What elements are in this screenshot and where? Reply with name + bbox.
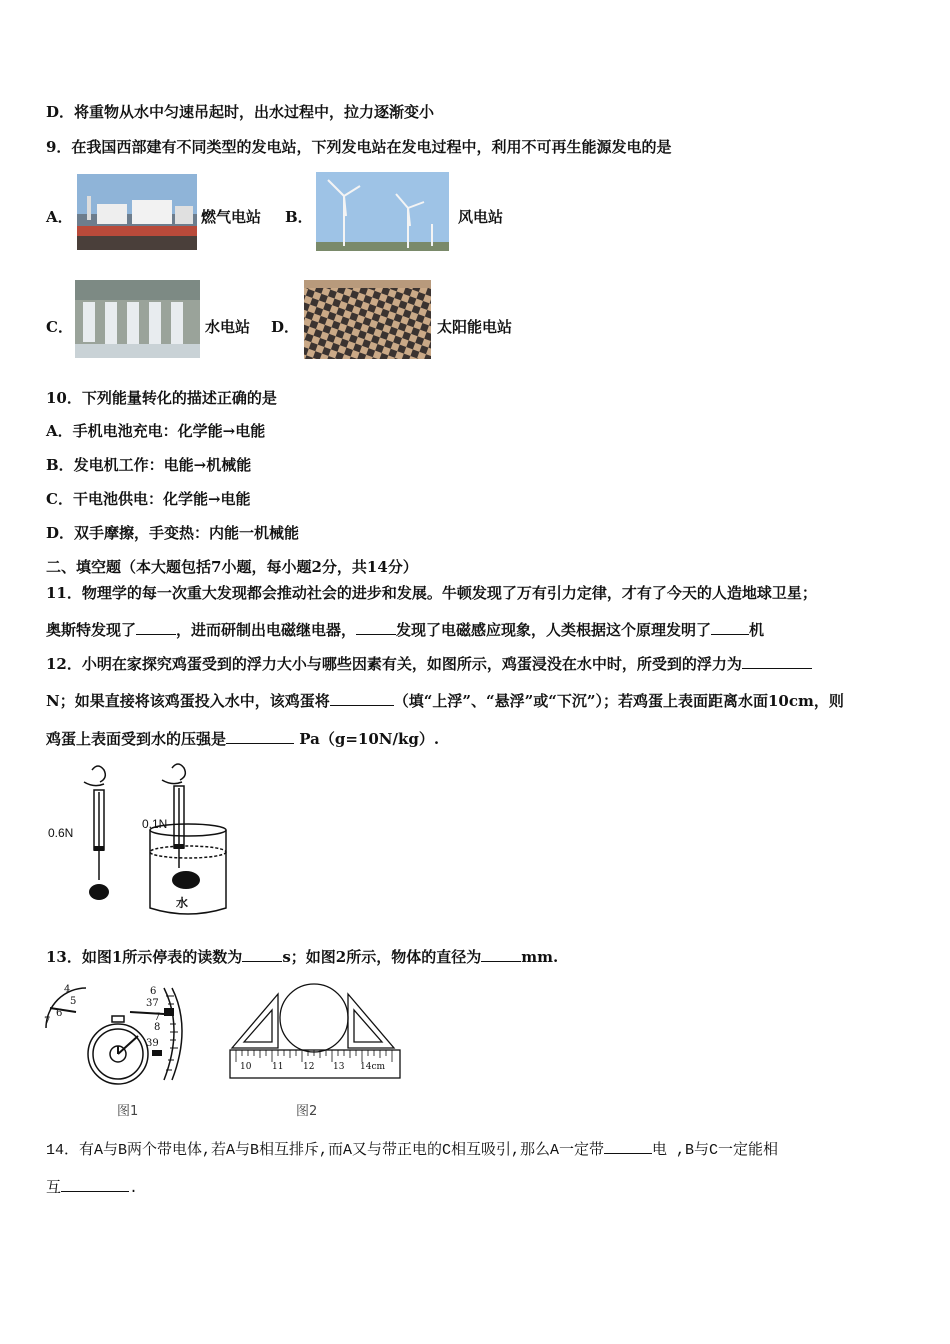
section-title: 二、填空题（本大题包括7小题，每小题2分，共14分） [46,558,418,576]
q12-blank-3[interactable] [226,729,294,744]
q9-option-d-caption: 太阳能电站 [437,318,513,336]
q9-option-c-label: C． [46,318,73,336]
dial-mark-5: 5 [70,996,77,1007]
hydro-dam-photo [75,280,200,358]
q11-text-b: ，进而研制出电磁继电器， [176,621,357,639]
dial-mark-7: 7 [44,1016,51,1027]
q12-blank-1[interactable] [742,654,812,669]
q14-text-d: . [129,1180,139,1197]
q11-blank-1[interactable] [136,620,176,635]
q12-blank-2[interactable] [330,691,394,706]
scale-reading-1: 0.6N [48,826,74,840]
q12-text-2a: N；如果直接将该鸡蛋投入水中，该鸡蛋将 [46,692,330,710]
q14-line1 [46,1139,778,1161]
scale-mark-7: 7 [154,1012,161,1023]
q9-option-a-caption: 燃气电站 [201,208,262,226]
ruler-tick-13: 13 [333,1062,345,1072]
q9-stem: 9．在我国西部建有不同类型的发电站，下列发电站在发电过程中，利用不可再生能源发电的是 [46,138,672,156]
ruler-tick-12: 12 [303,1062,315,1072]
q12-line3 [46,729,439,749]
q9-option-b-caption: 风电站 [458,208,504,226]
ruler-tick-10: 10 [240,1062,252,1072]
q12-line1 [46,654,812,674]
q11-line2 [46,620,764,640]
q9-option-c-caption: 水电站 [205,318,251,336]
dial-mark-6: 6 [56,1008,63,1019]
q13-text-c: mm. [521,948,559,966]
q10-option-d: D．双手摩擦，手变热：内能一机械能 [46,524,300,542]
q8-option-d: D．将重物从水中匀速吊起时，出水过程中，拉力逐渐变小 [46,103,435,121]
wind-farm-photo [316,172,449,251]
q11-text-a: 奥斯特发现了 [46,621,137,639]
q14-blank-2[interactable] [61,1177,129,1192]
q9-option-d-label: D． [271,318,300,336]
q11-blank-2[interactable] [356,620,396,635]
q11-line1: 11．物理学的每一次重大发现都会推动社会的进步和发展。牛顿发现了万有引力定律，才有了今天的人造地球卫星； [46,584,817,602]
q13-text-a: 13．如图1所示停表的读数为 [46,948,243,966]
q11-text-c: 发现了电磁感应现象，人类根据这个原理发明了 [396,621,712,639]
q12-text-3a: 鸡蛋上表面受到水的压强是 [46,730,227,748]
q11-blank-3[interactable] [711,620,749,635]
scale-mark-8: 8 [154,1022,161,1033]
dial-mark-4: 4 [64,984,71,995]
q9-option-b-label: B． [285,208,313,226]
ruler-tick-11: 11 [272,1062,284,1072]
q14-line2 [46,1177,138,1199]
q14-text-c: 互 [46,1180,62,1197]
scale-reading-2: 0.1N [142,817,168,831]
q13-blank-1[interactable] [242,947,282,962]
q12-text-2b: （填“上浮”、“悬浮”或“下沉”）；若鸡蛋上表面距离水面10cm，则 [393,692,844,710]
scale-mark-39: 39 [146,1038,159,1049]
q9-option-a-label: A． [46,208,73,226]
solar-plant-photo [304,280,431,359]
q12-text-3b: Pa（g=10N/kg）. [294,730,440,748]
q14-blank-1[interactable] [604,1139,652,1154]
q13-blank-2[interactable] [481,947,521,962]
stopwatch-figure [42,980,194,1122]
gas-power-station-photo [77,174,197,250]
ruler-figure [226,980,406,1122]
q10-stem: 10．下列能量转化的描述正确的是 [46,389,277,407]
q14-text-b: 电 ,B与C一定能相 [652,1142,779,1159]
q14-text-a: 14．有A与B两个带电体,若A与B相互排斥,而A又与带正电的C相互吸引,那么A一定带 [46,1142,605,1159]
q12-text-1: 12．小明在家探究鸡蛋受到的浮力大小与哪些因素有关，如图所示，鸡蛋浸没在水中时，所受到的浮力为 [46,655,742,673]
ruler-tick-14: 14cm [360,1062,386,1072]
water-label: 水 [176,896,189,910]
scale-mark-37: 37 [146,998,159,1009]
q12-line2 [46,691,844,711]
buoyancy-figure [44,760,234,920]
figure-2-caption: 图2 [296,1104,318,1119]
q11-text-d: 机 [749,621,765,639]
scale-mark-6: 6 [150,986,157,997]
q13-line [46,947,558,967]
q10-option-c: C．干电池供电：化学能→电能 [46,490,251,508]
q13-text-b: s；如图2所示，物体的直径为 [282,948,482,966]
q10-option-a: A．手机电池充电：化学能→电能 [46,422,266,440]
q10-option-b: B．发电机工作：电能→机械能 [46,456,252,474]
figure-1-caption: 图1 [117,1104,139,1119]
